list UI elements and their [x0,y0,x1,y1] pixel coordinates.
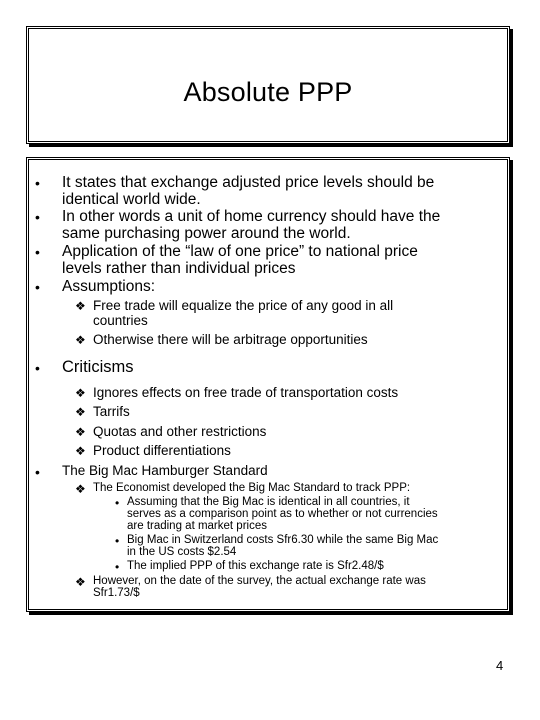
slide-title: Absolute PPP [183,77,353,107]
bullet-2-line-2: same purchasing power around the world. [62,225,351,242]
criticism-3: Quotas and other restrictions [93,424,267,439]
page-number: 4 [496,658,504,673]
bullet-icon: • [35,244,40,260]
criticisms-heading: Criticisms [62,358,134,376]
bullet-icon: • [115,496,120,510]
bullet-icon: • [35,175,40,191]
bullet-3-line-2: levels rather than individual prices [62,260,296,277]
diamond-bullet-icon: ❖ [75,299,86,313]
title-box [26,26,510,144]
diamond-bullet-icon: ❖ [75,333,86,347]
big-mac-sub-2-line-2: Sfr1.73/$ [93,587,140,599]
bullet-3-line-1: Application of the “law of one price” to national price [62,243,418,260]
bullet-icon: • [35,360,40,376]
diamond-bullet-icon: ❖ [75,575,86,589]
diamond-bullet-icon: ❖ [75,405,86,419]
criticism-4: Product differentiations [93,443,231,458]
assumption-2: Otherwise there will be arbitrage opportunities [93,332,368,347]
diamond-bullet-icon: ❖ [75,444,86,458]
assumption-1-line-1: Free trade will equalize the price of any good in all [93,298,394,313]
bullet-icon: • [35,209,40,225]
big-mac-sub-1: The Economist developed the Big Mac Standard to track PPP: [93,482,411,494]
diamond-bullet-icon: ❖ [75,386,86,400]
diamond-bullet-icon: ❖ [75,425,86,439]
bullet-1-line-2: identical world wide. [62,191,201,208]
bullet-1-line-1: It states that exchange adjusted price levels should be [62,174,435,191]
big-mac-detail-1-line-1: Assuming that the Big Mac is identical in all countries, it [127,496,410,508]
big-mac-detail-3: The implied PPP of this exchange rate is Sfr2.48/$ [127,560,384,572]
big-mac-sub-2-line-1: However, on the date of the survey, the actual exchange rate was [93,575,426,587]
assumptions-heading: Assumptions: [62,278,156,295]
criticism-1: Ignores effects on free trade of transportation costs [93,385,399,400]
big-mac-detail-1-line-2: serves as a comparison point as to whether or not currencies [127,508,438,520]
bullet-icon: • [35,464,40,480]
diamond-bullet-icon: ❖ [75,482,86,496]
bullet-icon: • [115,560,120,574]
bullet-icon: • [35,279,40,295]
bullet-2-line-1: In other words a unit of home currency should have the [62,208,441,225]
big-mac-detail-2-line-2: in the US costs $2.54 [127,546,237,558]
criticism-2: Tarrifs [93,404,130,419]
bullet-icon: • [115,534,120,548]
big-mac-heading: The Big Mac Hamburger Standard [62,463,268,478]
content-box [26,157,510,612]
big-mac-detail-1-line-3: are trading at market prices [127,520,267,532]
big-mac-detail-2-line-1: Big Mac in Switzerland costs Sfr6.30 while the same Big Mac [127,534,439,546]
assumption-1-line-2: countries [93,313,148,328]
